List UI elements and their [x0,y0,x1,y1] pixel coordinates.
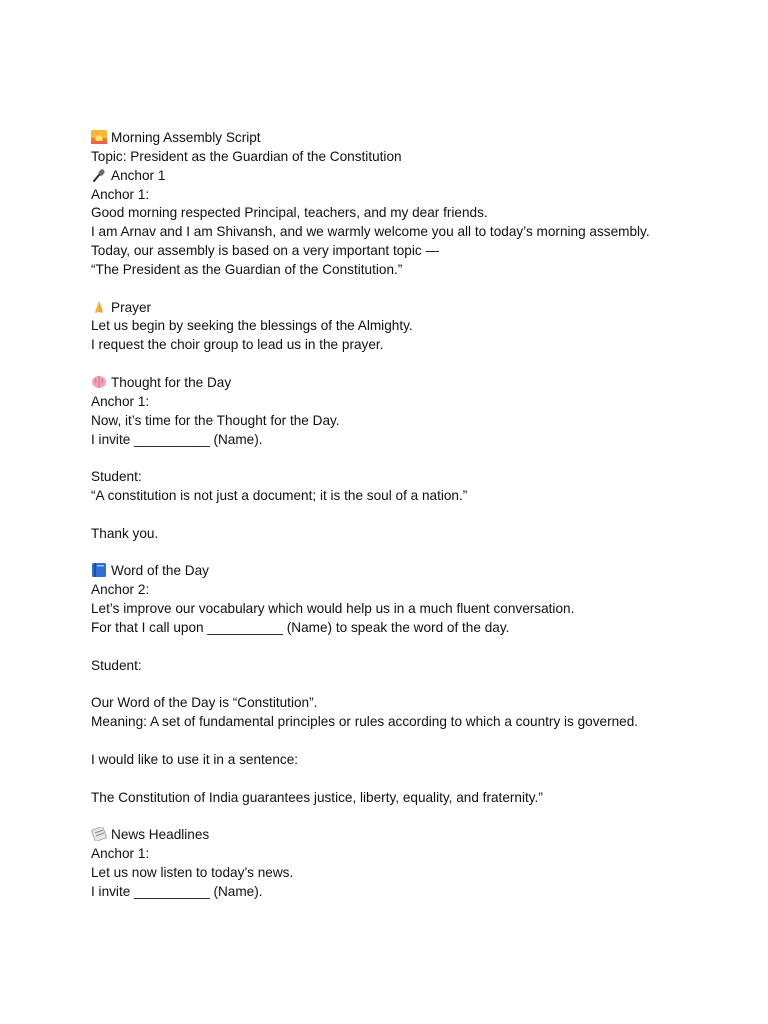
body-line: I request the choir group to lead us in the prayer. [91,337,384,353]
body-line: Anchor 1: [91,393,150,409]
document-page [91,129,751,902]
section-heading-text: Anchor 1 [111,167,166,183]
body-line: Let us now listen to today’s news. [91,864,294,880]
blue-book-icon [91,563,107,577]
document-title: Morning Assembly Script [111,130,261,145]
document-topic: Topic: President as the Guardian of the Constitution [91,148,402,164]
section-heading-text: Thought for the Day [111,374,232,390]
body-line: “A constitution is not just a document; it is the soul of a nation.” [91,488,468,504]
body-line: I invite __________ (Name). [91,431,263,447]
body-line: I invite __________ (Name). [91,883,263,899]
body-line: I am Arnav and I am Shivansh, and we warmly welcome you all to today’s morning assembly. [91,224,650,240]
blank-line [91,675,751,694]
folded-hands-icon [91,300,107,314]
sections-container [91,167,751,902]
body-line: Thank you. [91,525,159,541]
blank-line [91,544,751,563]
body-line: Good morning respected Principal, teachers, and my dear friends. [91,205,488,221]
document-title-line [91,129,751,148]
body-line: Anchor 1: [91,186,150,202]
blank-line [91,280,751,299]
section-heading [91,826,751,845]
body-line: Now, it’s time for the Thought for the Day. [91,412,340,428]
sunrise-icon [91,130,107,144]
section-heading [91,374,751,393]
microphone-icon [91,168,107,182]
body-line: Anchor 1: [91,846,150,862]
body-line: Today, our assembly is based on a very important topic — [91,243,440,259]
body-line: Student: [91,657,142,673]
newspaper-icon [91,827,107,841]
section-heading-text: Prayer [111,299,152,315]
body-line: Student: [91,469,142,485]
section-heading [91,562,751,581]
body-line: Anchor 2: [91,582,150,598]
body-line: The Constitution of India guarantees justice, liberty, equality, and fraternity.” [91,789,543,805]
body-line: Let us begin by seeking the blessings of the Almighty. [91,318,413,334]
body-line: For that I call upon __________ (Name) to speak the word of the day. [91,619,510,635]
blank-line [91,355,751,374]
section-heading-text: News Headlines [111,827,210,843]
section-heading-text: Word of the Day [111,563,209,579]
blank-line [91,449,751,468]
section-heading [91,299,751,318]
blank-line [91,732,751,751]
blank-line [91,807,751,826]
brain-icon [91,375,107,389]
blank-line [91,638,751,657]
body-line: Let’s improve our vocabulary which would help us in a much fluent conversation. [91,601,575,617]
body-line: I would like to use it in a sentence: [91,751,299,767]
blank-line [91,506,751,525]
blank-line [91,770,751,789]
body-line: Our Word of the Day is “Constitution”. [91,695,318,711]
body-line: Meaning: A set of fundamental principles or rules according to which a country is governed. [91,714,639,730]
section-heading [91,167,751,186]
body-line: “The President as the Guardian of the Constitution.” [91,261,403,277]
